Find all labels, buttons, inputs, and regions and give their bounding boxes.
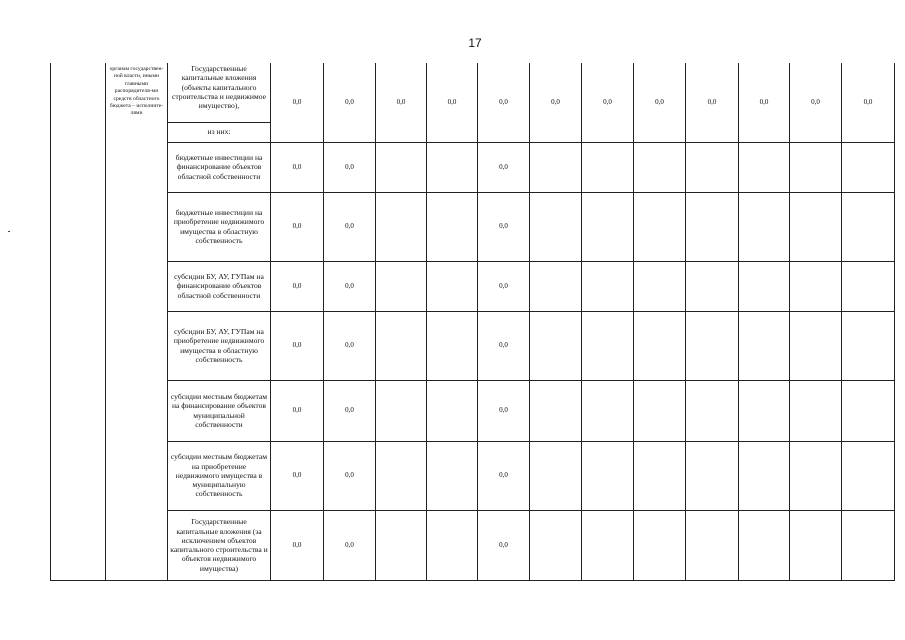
table-body (51, 63, 895, 580)
value-cell (790, 441, 842, 510)
value-cell: 0,0 (271, 441, 324, 510)
value-cell: 0,0 (324, 63, 376, 142)
table-row (51, 441, 895, 510)
value-cell (376, 261, 427, 311)
table-row (51, 510, 895, 580)
value-cell (530, 380, 582, 441)
value-cell (842, 261, 895, 311)
row-label: субсидии местным бюджетам на финансирование объектов муниципальной собственности (170, 392, 268, 429)
row-label-cell (168, 261, 271, 311)
row-label: субсидии местным бюджетам на приобретение недвижимого имущества в муниципальную собственность (170, 452, 268, 499)
budget-table (50, 63, 895, 581)
page-number: 17 (468, 36, 482, 50)
value-cell (582, 441, 634, 510)
value-cell (634, 192, 686, 261)
value-cell (582, 380, 634, 441)
value-cell (634, 311, 686, 380)
value-cell (582, 261, 634, 311)
value-cell (530, 311, 582, 380)
row-label: Государственные капитальные вложения (за исключением объектов капитального строительства и объектов недвижимого имущества) (170, 517, 268, 573)
value-cell (739, 192, 790, 261)
value-cell (790, 311, 842, 380)
row-label: бюджетные инвестиции на финансирование объектов областной собственности (175, 153, 263, 181)
value-cell (686, 441, 739, 510)
value-cell: 0,0 (271, 380, 324, 441)
value-cell: 0,0 (582, 63, 634, 142)
value-cell (790, 380, 842, 441)
row-label-cell (168, 510, 271, 580)
value-cell: 0,0 (271, 311, 324, 380)
value-cell: 0,0 (739, 63, 790, 142)
row-label: из них: (207, 127, 231, 137)
organization-text: органам государствен-ной власти, иными главными распорядителя-ми средств областного бюджета – исполните-лями (109, 66, 164, 117)
blank-column (51, 63, 106, 580)
value-cell (686, 192, 739, 261)
table-row (51, 192, 895, 261)
value-cell: 0,0 (427, 63, 478, 142)
value-cell: 0,0 (478, 261, 530, 311)
value-cell (739, 142, 790, 192)
value-cell: 0,0 (478, 142, 530, 192)
value-cell (739, 441, 790, 510)
value-cell (790, 142, 842, 192)
value-cell (427, 510, 478, 580)
value-cell (376, 142, 427, 192)
value-cell (739, 380, 790, 441)
row-label-cell (168, 311, 271, 380)
value-cell: 0,0 (324, 261, 376, 311)
value-cell (634, 142, 686, 192)
value-cell: 0,0 (478, 311, 530, 380)
row-label: субсидии БУ, АУ, ГУПам на финансирование объектов областной собственности (174, 272, 264, 300)
row-label-cell (168, 63, 271, 122)
table-row (51, 142, 895, 192)
value-cell (376, 192, 427, 261)
value-cell (376, 510, 427, 580)
value-cell (790, 510, 842, 580)
value-cell (842, 311, 895, 380)
value-cell: 0,0 (478, 441, 530, 510)
row-label-cell (168, 122, 271, 142)
value-cell: 0,0 (324, 380, 376, 441)
value-cell (842, 510, 895, 580)
value-cell (686, 510, 739, 580)
value-cell (530, 192, 582, 261)
value-cell: 0,0 (271, 261, 324, 311)
value-cell (842, 441, 895, 510)
value-cell: 0,0 (686, 63, 739, 142)
row-label-cell (168, 441, 271, 510)
value-cell (427, 192, 478, 261)
value-cell: 0,0 (478, 192, 530, 261)
value-cell (739, 510, 790, 580)
value-cell (842, 142, 895, 192)
row-label-cell (168, 192, 271, 261)
row-label-cell (168, 142, 271, 192)
value-cell (427, 380, 478, 441)
value-cell: 0,0 (376, 63, 427, 142)
value-cell (686, 142, 739, 192)
value-cell: 0,0 (634, 63, 686, 142)
value-cell (376, 311, 427, 380)
value-cell (842, 192, 895, 261)
value-cell (739, 261, 790, 311)
organization-cell (106, 63, 168, 580)
scan-speck (8, 231, 10, 232)
value-cell (842, 380, 895, 441)
value-cell: 0,0 (324, 311, 376, 380)
value-cell (582, 192, 634, 261)
value-cell (686, 311, 739, 380)
row-label: бюджетные инвестиции на приобретение недвижимого имущества в областную собственность (173, 208, 265, 245)
value-cell (634, 510, 686, 580)
value-cell (530, 142, 582, 192)
value-cell (790, 192, 842, 261)
table-row (51, 63, 895, 122)
value-cell (427, 261, 478, 311)
value-cell (427, 441, 478, 510)
value-cell (686, 261, 739, 311)
value-cell (582, 510, 634, 580)
value-cell (790, 261, 842, 311)
value-cell: 0,0 (478, 380, 530, 441)
value-cell: 0,0 (271, 142, 324, 192)
value-cell: 0,0 (478, 510, 530, 580)
value-cell (634, 380, 686, 441)
value-cell: 0,0 (530, 63, 582, 142)
value-cell: 0,0 (478, 63, 530, 142)
value-cell: 0,0 (842, 63, 895, 142)
value-cell: 0,0 (324, 510, 376, 580)
value-cell (634, 441, 686, 510)
value-cell (739, 311, 790, 380)
value-cell: 0,0 (324, 441, 376, 510)
value-cell: 0,0 (324, 142, 376, 192)
value-cell (530, 441, 582, 510)
value-cell: 0,0 (324, 192, 376, 261)
value-cell (686, 380, 739, 441)
row-label: субсидии БУ, АУ, ГУПам на приобретение недвижимого имущества в областную собственность (173, 327, 265, 364)
value-cell (634, 261, 686, 311)
value-cell (582, 142, 634, 192)
table-row (51, 380, 895, 441)
value-cell (530, 510, 582, 580)
value-cell (427, 311, 478, 380)
value-cell: 0,0 (790, 63, 842, 142)
row-label: Государственные капитальные вложения (объекты капитального строительства и недвижимое имущество), (171, 64, 266, 110)
table-row (51, 311, 895, 380)
value-cell (376, 380, 427, 441)
value-cell: 0,0 (271, 510, 324, 580)
row-label-cell (168, 380, 271, 441)
value-cell: 0,0 (271, 63, 324, 142)
value-cell (427, 142, 478, 192)
value-cell (376, 441, 427, 510)
value-cell (530, 261, 582, 311)
table-row (51, 261, 895, 311)
value-cell (582, 311, 634, 380)
value-cell: 0,0 (271, 192, 324, 261)
